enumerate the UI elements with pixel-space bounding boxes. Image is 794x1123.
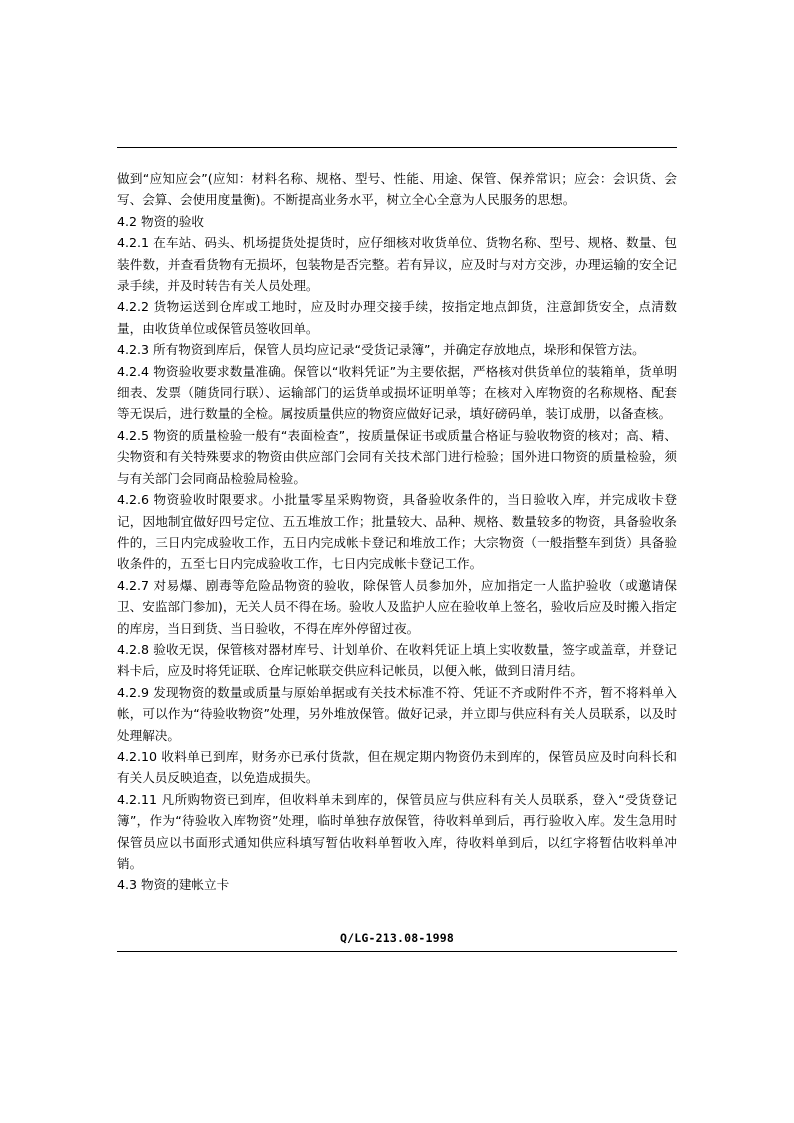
section-heading-4-2: 4.2 物资的验收	[117, 213, 205, 229]
clause-4-2-2: 4.2.2 货物运送到仓库或工地时，应及时办理交接手续，按指定地点卸货，注意卸货安全，点清数量，由收货单位或保管员签收回单。	[117, 299, 677, 336]
clause-4-2-10: 4.2.10 收料单已到库，财务亦已承付货款，但在规定期内物资仍未到库的，保管员应及时向科长和有关人员反映追查，以免造成损失。	[117, 748, 677, 786]
clause-4-2-11: 4.2.11 凡所购物资已到库，但收料单未到库的，保管员应与供应科有关人员联系，登入“受货登记簿”，作为“待验收入库物资”处理，临时单独存放保管，待收料单到后，再行验收入库。发生急用时保管员应以书面形式通知供应科填写暂估收料单暂收入库，待收料单到后，以红字将暂估收料单冲销。	[117, 791, 677, 871]
document-body	[117, 168, 677, 896]
header-rule	[117, 147, 677, 148]
clause-4-2-7: 4.2.7 对易爆、剧毒等危险品物资的验收，除保管人员参加外，应加指定一人监护验收（或邀请保卫、安监部门参加)，无关人员不得在场。验收人及监护人应在验收单上签名，验收后应及时搬入指定的库房，当日到货、当日验收，不得在库外停留过夜。	[117, 577, 677, 636]
clause-4-2-6: 4.2.6 物资验收时限要求。小批量零星采购物资，具备验收条件的，当日验收入库，并完成收卡登记，因地制宜做好四号定位、五五堆放工作；批量较大、品种、规格、数量较多的物资，具备验收条件的，三日内完成验收工作，五日内完成帐卡登记和堆放工作；大宗物资（一般指整车到货）具备验收条件的，五至七日内完成验收工作，七日内完成帐卡登记工作。	[117, 492, 677, 572]
paragraph-intro: 做到“应知应会”(应知：材料名称、规格、型号、性能、用途、保管、保养常识；应会：会识货、会写、会算、会使用度量衡)。不断提高业务水平，树立全心全意为人民服务的思想。	[117, 171, 677, 208]
clause-4-2-4: 4.2.4 物资验收要求数量准确。保管以“收料凭证”为主要依据，严格核对供货单位的装箱单，货单明细表、发票（随货同行联）、运输部门的运货单或损坏证明单等；在核对入库物资的名称规格、配套等无误后，进行数量的全检。属按质量供应的物资应做好记录，填好磅码单，装订成册，以备查核。	[117, 363, 677, 422]
document-code: Q/LG-213.08-1998	[340, 931, 454, 945]
footer-rule	[117, 951, 677, 952]
clause-4-2-5: 4.2.5 物资的质量检验一般有“表面检查”，按质量保证书或质量合格证与验收物资的核对；高、精、尖物资和有关特殊要求的物资由供应部门会同有关技术部门进行检验；国外进口物资的质量检验，须与有关部门会同商品检验局检验。	[117, 427, 677, 486]
clause-4-2-8: 4.2.8 验收无误，保管核对器材库号、计划单价、在收料凭证上填上实收数量，签字或盖章，并登记料卡后，应及时将凭证联、仓库记帐联交供应科记帐员，以便入帐，做到日清月结。	[117, 641, 677, 679]
section-heading-4-3: 4.3 物资的建帐立卡	[117, 877, 230, 893]
clause-4-2-9: 4.2.9 发现物资的数量或质量与原始单据或有关技术标准不符、凭证不齐或附件不齐，暂不将料单入帐，可以作为“待验收物资”处理，另外堆放保管。做好记录，并立即与供应科有关人员联系，以及时处理解决。	[117, 684, 677, 743]
clause-4-2-3: 4.2.3 所有物资到库后，保管人员均应记录“受货记录簿”，并确定存放地点，垛形和保管方法。	[117, 342, 645, 358]
clause-4-2-1: 4.2.1 在车站、码头、机场提货处提货时，应仔细核对收货单位、货物名称、型号、规格、数量、包装件数，并查看货物有无损坏，包装物是否完整。若有异议，应及时与对方交涉，办理运输的安全记录手续，并及时转告有关人员处理。	[117, 235, 677, 294]
